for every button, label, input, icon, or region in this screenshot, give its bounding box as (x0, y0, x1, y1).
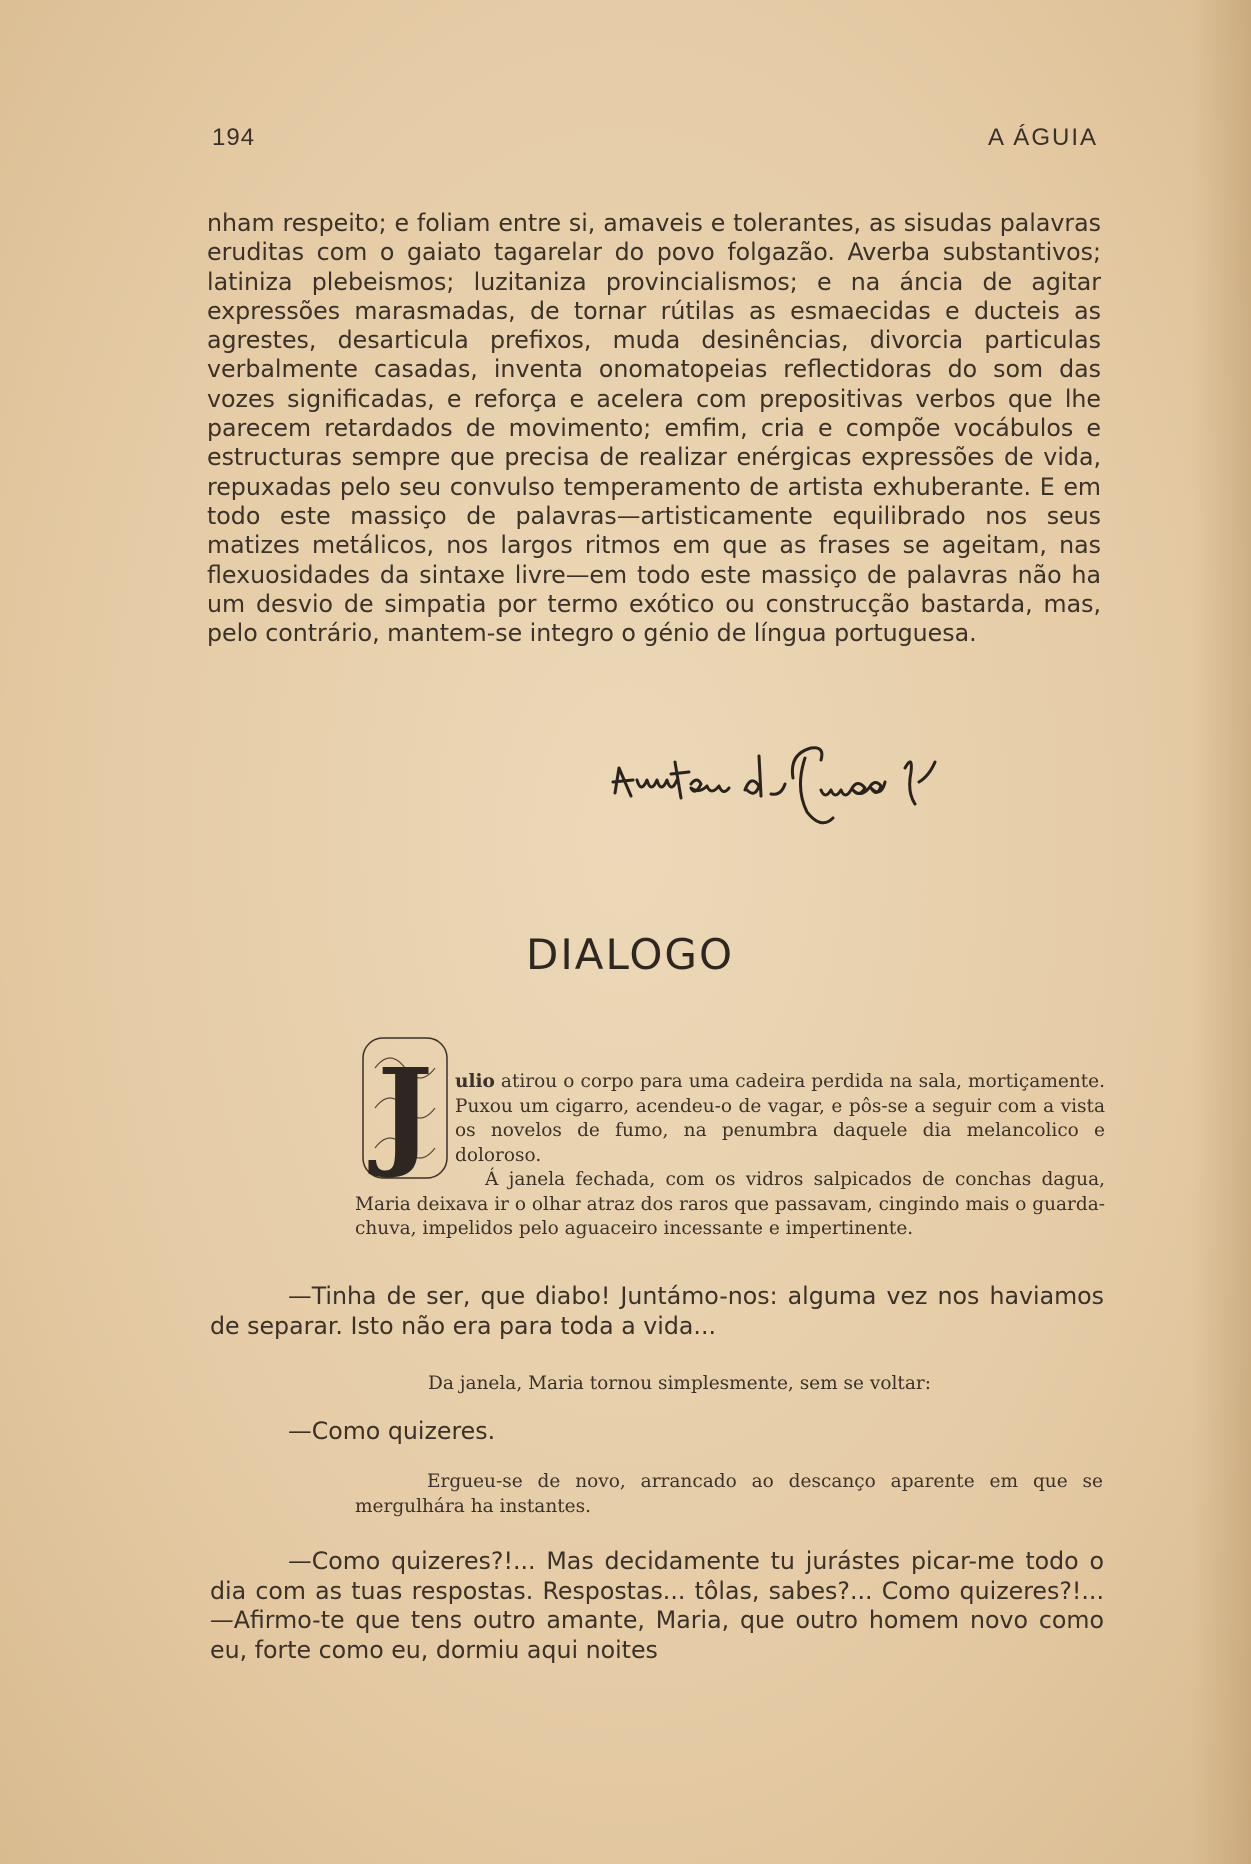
dialog-line-2: —Como quizeres. (288, 1417, 496, 1445)
lead-word: ulio (455, 1071, 495, 1092)
intro-sentence: atirou o corpo para uma cadeira perdida na sala, mortiçamente. Puxou um cigarro, acendeu-o de vagar, e pôs-se a seguir com a vista os novelos de fumo, na penumbra daquele dia melancolico e doloroso. (455, 1071, 1105, 1166)
story-title: DIALOGO (525, 930, 735, 979)
running-title: A ÁGUIA (987, 124, 1098, 151)
essay-paragraph: nham respeito; e foliam entre si, amaveis e tolerantes, as sisudas palavras eruditas com o gaiato tagarelar do povo folgazão. Averba substantivos; latiniza plebeismos; luzitaniza provincialismos; e na áncia de agitar expressões marasmadas, de tornar rútilas as esmaecidas e ducteis as agrestes, desarticula prefixos, muda desinências, divorcia particulas verbalmente casadas, inventa onomatopeias reflectidoras do som das vozes significadas, e reforça e acelera com prepositivas verbos que lhe parecem retardados de movimento; emfim, cria e compõe vocábulos e estructuras sempre que precisa de realizar enérgicas expressões de vida, repuxadas pelo seu convulso temperamento de artista exhuberante. E em todo este massiço de palavras—artisticamente equilibrado nos seus matizes metálicos, nos largos ritmos em que as frases se ageitam, nas flexuosidades da sintaxe livre—em todo este massiço de palavras não ha um desvio de simpatia por termo exótico ou construcção bastarda, mas, pelo contrário, mantem-se integro o génio de língua portuguesa. (207, 209, 1101, 648)
intro-paragraph-2: Á janela fechada, com os vidros salpicados de conchas dagua, Maria deixava ir o olhar atraz dos raros que passavam, cingindo mais o guarda-chuva, impelidos pelo aguaceiro incessante e impertinente. (355, 1169, 1105, 1240)
story-intro-first-lines (455, 1070, 1105, 1168)
dialog-line-3: —Como quizeres?!... Mas decidamente tu jurástes picar-me todo o dia com as tuas respostas. Respostas... tôlas, sabes?... Como quizeres?!...—Afirmo-te que tens outro amante, Maria, que outro homem novo como eu, forte como eu, dormiu aqui noites (210, 1547, 1104, 1664)
dialog-line-1: —Tinha de ser, que diabo! Juntámo-nos: alguma vez nos haviamos de separar. Isto não era para toda a vida... (210, 1282, 1104, 1340)
page-number: 194 (212, 124, 256, 151)
ornamental-drop-cap-j (355, 1028, 455, 1188)
narration-1: Da janela, Maria tornou simplesmente, sem se voltar: (428, 1373, 931, 1394)
story-intro-continued (355, 1168, 1105, 1242)
author-signature (605, 718, 1105, 858)
page-spine-shadow (1191, 0, 1251, 1864)
essay-text-block (207, 209, 1101, 648)
page-header (212, 124, 1098, 160)
drop-cap-letter: J (377, 1042, 433, 1181)
narration-2: Ergueu-se de novo, arrancado ao descanço aparente em que se mergulhára ha instantes. (355, 1471, 1103, 1517)
